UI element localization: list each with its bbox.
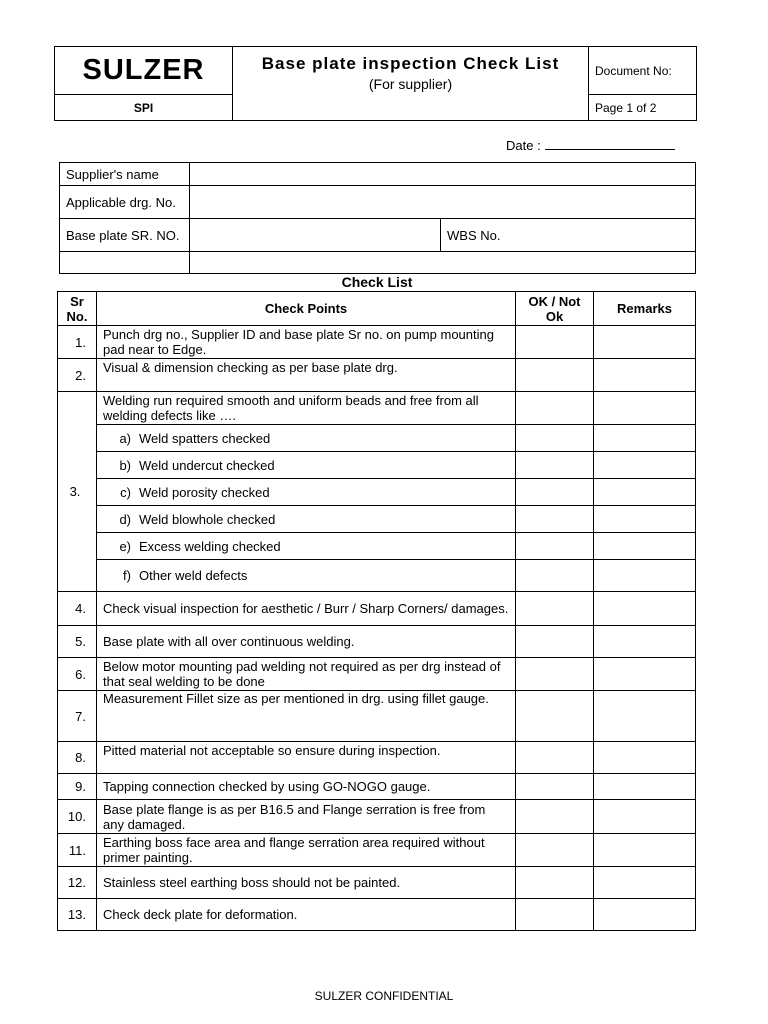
ok-cell[interactable]: [516, 658, 594, 691]
ok-cell[interactable]: [516, 479, 594, 506]
check-point-text: Base plate flange is as per B16.5 and Flange serration is free from any damaged.: [97, 800, 516, 834]
row-number: 8.: [58, 742, 97, 774]
ok-cell[interactable]: [516, 834, 594, 867]
ok-cell[interactable]: [516, 533, 594, 560]
row-number: 2.: [58, 359, 97, 392]
sub-item-row: [58, 479, 696, 506]
remarks-cell[interactable]: [594, 774, 696, 800]
date-field[interactable]: [506, 137, 675, 153]
ok-cell[interactable]: [516, 425, 594, 452]
blank-field-cell[interactable]: [190, 252, 696, 274]
check-point-text: Welding run required smooth and uniform beads and free from all welding defects like ….: [97, 392, 516, 425]
sub-item-letter: a): [119, 430, 131, 446]
sub-item-letter: d): [119, 511, 131, 527]
table-row: [58, 834, 696, 867]
checklist-title: Check List: [341, 274, 413, 290]
remarks-cell[interactable]: [594, 867, 696, 899]
ok-cell[interactable]: [516, 691, 594, 742]
sub-item-letter: c): [120, 484, 131, 500]
check-point-text: Base plate with all over continuous welding.: [97, 626, 516, 658]
row-number: 5.: [58, 626, 97, 658]
table-row: [58, 626, 696, 658]
table-row: [58, 742, 696, 774]
check-point-text: Stainless steel earthing boss should not be painted.: [97, 867, 516, 899]
sub-item-text: Weld spatters checked: [139, 430, 271, 446]
supplier-info-table: [59, 162, 696, 274]
sub-item-row: [58, 506, 696, 533]
sub-item-text: Weld undercut checked: [139, 457, 275, 473]
document-title: Base plate inspection Check List: [261, 53, 560, 73]
table-row: [58, 392, 696, 425]
check-point-text: Visual & dimension checking as per base plate drg.: [97, 359, 516, 392]
sub-item-letter: f): [123, 568, 131, 583]
sub-item-row: [58, 425, 696, 452]
sub-item-text: Weld porosity checked: [139, 484, 270, 500]
ok-cell[interactable]: [516, 626, 594, 658]
ok-cell[interactable]: [516, 452, 594, 479]
sub-item: [97, 425, 516, 452]
table-row: [58, 691, 696, 742]
header-remarks: Remarks: [594, 292, 696, 326]
remarks-cell[interactable]: [594, 626, 696, 658]
check-point-text: Check visual inspection for aesthetic / Burr / Sharp Corners/ damages.: [97, 592, 516, 626]
sub-item-text: Weld blowhole checked: [139, 511, 276, 527]
wbs-label: WBS No.: [441, 219, 696, 252]
ok-cell[interactable]: [516, 506, 594, 533]
ok-cell[interactable]: [516, 392, 594, 425]
footer-confidential: SULZER CONFIDENTIAL: [314, 989, 454, 1003]
ok-cell[interactable]: [516, 867, 594, 899]
sub-item-row: [58, 452, 696, 479]
table-row: [58, 658, 696, 691]
remarks-cell[interactable]: [594, 479, 696, 506]
blank-label-cell: [60, 252, 190, 274]
applicable-drg-label: Applicable drg. No.: [60, 186, 190, 219]
ok-cell[interactable]: [516, 326, 594, 359]
supplier-name-label: Supplier's name: [60, 163, 190, 186]
remarks-cell[interactable]: [594, 899, 696, 931]
table-row: [58, 899, 696, 931]
row-number: 9.: [58, 774, 97, 800]
remarks-cell[interactable]: [594, 506, 696, 533]
row-number: 7.: [58, 691, 97, 742]
ok-cell[interactable]: [516, 560, 594, 592]
check-point-text: Punch drg no., Supplier ID and base plate Sr no. on pump mounting pad near to Edge.: [97, 326, 516, 359]
remarks-cell[interactable]: [594, 560, 696, 592]
remarks-cell[interactable]: [594, 742, 696, 774]
unit-label: SPI: [55, 95, 233, 121]
check-point-text: Tapping connection checked by using GO-NOGO gauge.: [97, 774, 516, 800]
row-number: 3.: [58, 392, 97, 592]
document-subtitle: (For supplier): [368, 75, 453, 92]
remarks-cell[interactable]: [594, 834, 696, 867]
row-number: 13.: [58, 899, 97, 931]
table-row: [58, 800, 696, 834]
header-check-points: Check Points: [97, 292, 516, 326]
sulzer-logo: SULZER: [55, 47, 233, 95]
document-header: [54, 46, 697, 121]
ok-cell[interactable]: [516, 899, 594, 931]
check-point-text: Pitted material not acceptable so ensure during inspection.: [97, 742, 516, 774]
sub-item: [97, 533, 516, 560]
sub-item-text: Excess welding checked: [139, 538, 281, 554]
table-row: [58, 359, 696, 392]
document-title-cell: [233, 47, 589, 121]
document-number: Document No:: [589, 47, 697, 95]
base-plate-sr-field[interactable]: [190, 219, 441, 252]
table-row: [58, 326, 696, 359]
row-number: 4.: [58, 592, 97, 626]
sub-item: [97, 479, 516, 506]
remarks-cell[interactable]: [594, 359, 696, 392]
sub-item: [97, 452, 516, 479]
base-plate-sr-label: Base plate SR. NO.: [60, 219, 190, 252]
remarks-cell[interactable]: [594, 800, 696, 834]
sub-item-row: [58, 533, 696, 560]
sub-item-text: Other weld defects: [139, 568, 248, 583]
row-number: 1.: [58, 326, 97, 359]
table-row: [58, 774, 696, 800]
sub-item: [97, 560, 516, 592]
sub-item-letter: e): [119, 538, 131, 554]
row-number: 6.: [58, 658, 97, 691]
remarks-cell[interactable]: [594, 425, 696, 452]
check-point-text: Check deck plate for deformation.: [97, 899, 516, 931]
sub-item-letter: b): [119, 457, 131, 473]
remarks-cell[interactable]: [594, 691, 696, 742]
check-point-text: Below motor mounting pad welding not required as per drg instead of that seal welding to be done: [97, 658, 516, 691]
header-ok-not-ok: OK / Not Ok: [516, 292, 594, 326]
remarks-cell[interactable]: [594, 658, 696, 691]
supplier-name-field[interactable]: [190, 163, 696, 186]
header-sr-no: Sr No.: [58, 292, 97, 326]
table-row: [58, 592, 696, 626]
row-number: 10.: [58, 800, 97, 834]
sub-item: [97, 506, 516, 533]
table-row: [58, 867, 696, 899]
row-number: 11.: [58, 834, 97, 867]
applicable-drg-field[interactable]: [190, 186, 696, 219]
remarks-cell[interactable]: [594, 533, 696, 560]
check-point-text: Earthing boss face area and flange serration area required without primer painting.: [97, 834, 516, 867]
remarks-cell[interactable]: [594, 452, 696, 479]
sub-item-row: [58, 560, 696, 592]
date-label: Date :: [506, 138, 541, 153]
page-number: Page 1 of 2: [589, 95, 697, 121]
checklist-table: [57, 291, 696, 931]
row-number: 12.: [58, 867, 97, 899]
ok-cell[interactable]: [516, 742, 594, 774]
ok-cell[interactable]: [516, 774, 594, 800]
remarks-cell[interactable]: [594, 392, 696, 425]
checklist-header-row: [58, 292, 696, 326]
ok-cell[interactable]: [516, 592, 594, 626]
check-point-text: Measurement Fillet size as per mentioned in drg. using fillet gauge.: [97, 691, 516, 742]
remarks-cell[interactable]: [594, 592, 696, 626]
ok-cell[interactable]: [516, 800, 594, 834]
remarks-cell[interactable]: [594, 326, 696, 359]
date-line[interactable]: [545, 137, 675, 150]
ok-cell[interactable]: [516, 359, 594, 392]
